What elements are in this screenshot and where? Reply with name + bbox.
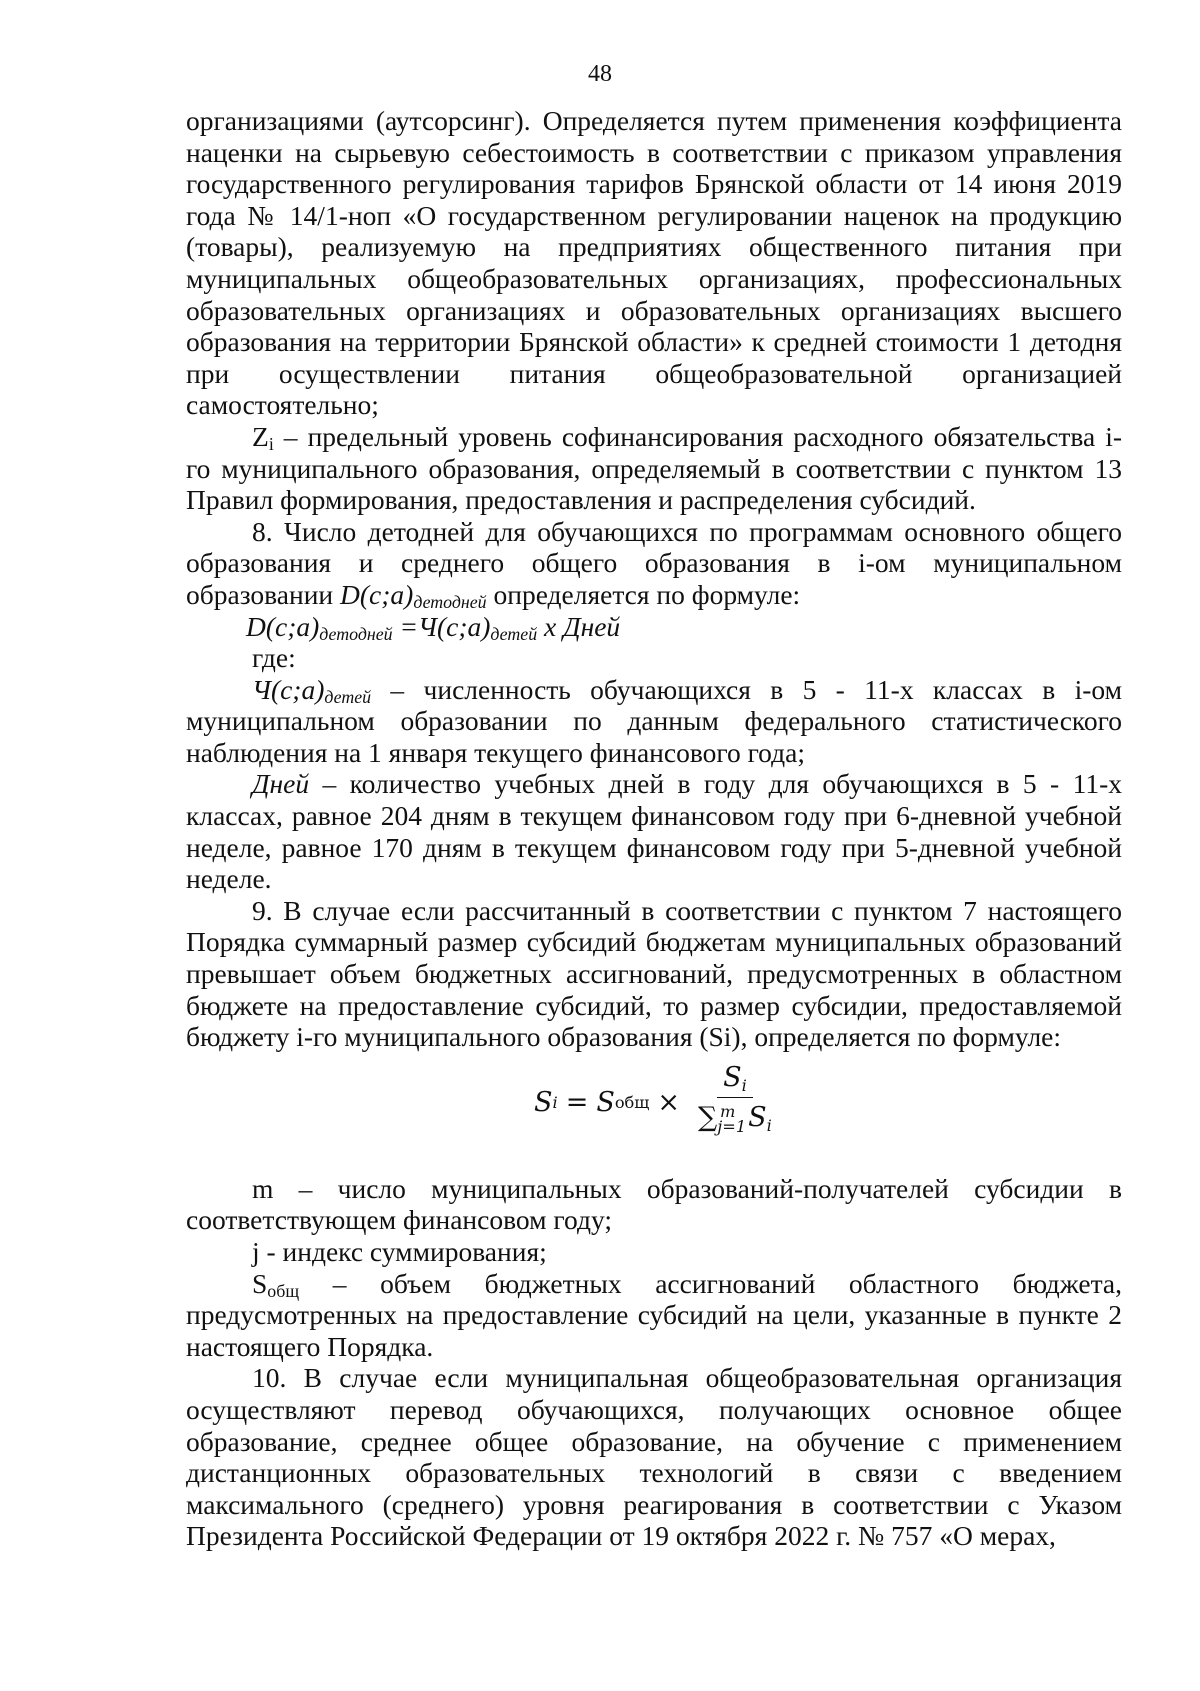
sum-upper-limit: m — [719, 1101, 736, 1121]
sum-symbol: ∑ — [697, 1101, 718, 1133]
s-total-symbol: S — [252, 1267, 268, 1299]
paragraph-10: 10. В случае если муниципальная общеобразовательная организация осуществляют перевод обучающихся, получающих основное общее образование, среднее общее образование, на обучение с применением дистанционных образовательных технологий в связи с введением максимального (среднего) уровня реагирования в соответствии с Указом Президента Российской Федерации от 19 октября 2022 г. № 757 «О мерах, — [186, 1362, 1122, 1552]
formula-1-lhs-subscript: детодней — [319, 623, 393, 644]
page-number: 48 — [588, 61, 612, 87]
s-total-definition-text: – объем бюджетных ассигнований областного бюджета, предусмотренных на предоставление субсидий на цели, указанные в пункте 2 настоящего Порядка. — [186, 1267, 1122, 1362]
paragraph-s-total-definition — [186, 1268, 1122, 1363]
formula-2-times: × — [657, 1087, 680, 1119]
formula-1-equals: = — [392, 610, 419, 642]
formula-2-den-subscript: i — [766, 1115, 772, 1135]
zi-symbol: Z — [252, 420, 269, 452]
formula-subsidy-expression: S i = S общ × Si ∑ m $_{j=1}$Si — [534, 1061, 776, 1145]
formula-1-rhs-days: х Дней — [537, 610, 621, 642]
paragraph-8-tail: определяется по формуле: — [486, 578, 801, 610]
paragraph-m-definition: m – число муниципальных образований-получателей субсидии в соответствующем финансовом году; — [186, 1172, 1122, 1236]
formula-2-den-symbol: S — [748, 1101, 767, 1133]
formula-2-denominator — [694, 1098, 776, 1145]
formula-1-rhs-children: Ч(c;a) — [418, 610, 491, 642]
paragraph-8-text: 8. Число детодней для обучающихся по программам основного общего образования и среднего общего образования в i-ом муниципальном образовании — [186, 515, 1122, 610]
children-symbol: Ч(c;a) — [252, 673, 325, 705]
children-definition-text: – численность обучающихся в 5 - 11-х классах в i-ом муниципальном образовании по данным федерального статистического наблюдения на 1 января текущего финансового года; — [186, 673, 1122, 768]
s-total-subscript: общ — [267, 1280, 300, 1301]
paragraph-days-definition — [186, 768, 1122, 894]
paragraph-9: 9. В случае если рассчитанный в соответствии с пунктом 7 настоящего Порядка суммарный размер субсидий бюджетам муниципальных образований превышает объем бюджетных ассигнований, предусмотренных в областном бюджете на предоставление субсидий, то размер субсидии, предоставляемой бюджету i-го муниципального образования (Si), определяется по формуле: — [186, 894, 1122, 1053]
paragraph-continuation: организациями (аутсорсинг). Определяется путем применения коэффициента наценки на сырьевую себестоимость в соответствии с приказом управления государственного регулирования тарифов Брянской области от 14 июня 2019 года № 14/1-ноп «О государственном регулировании наценок на продукцию (товары), реализуемую на предприятиях общественного питания при муниципальных общеобразовательных организациях, профессиональных образовательных организациях и образовательных организациях высшего образования на территории Брянской области» к средней стоимости 1 детодня при осуществлении питания общеобразовательной организацией самостоятельно; — [186, 105, 1122, 421]
formula-2-num-symbol: S — [723, 1061, 742, 1093]
document-body — [186, 105, 1122, 1552]
children-symbol-subscript: детей — [324, 686, 372, 707]
formula-subsidy — [186, 1057, 1122, 1155]
sum-lower-limit: j=1 — [717, 1116, 747, 1136]
paragraph-j-definition: j - индекс суммирования; — [252, 1236, 547, 1267]
days-symbol: Дней — [252, 768, 310, 800]
formula-2-total: S — [596, 1087, 615, 1119]
zi-subscript: i — [268, 433, 274, 454]
formula-1-lhs: D(c;a) — [246, 610, 320, 642]
paragraph-8-symbol-subscript: детодней — [413, 591, 487, 612]
paragraph-zi-definition — [186, 421, 1122, 516]
paragraph-children-definition — [186, 674, 1122, 769]
formula-1-rhs-children-subscript: детей — [490, 623, 538, 644]
formula-2-equals: = — [565, 1087, 589, 1119]
formula-2-sum — [698, 1100, 746, 1145]
formula-2-fraction — [694, 1061, 776, 1145]
days-definition-text: – количество учебных дней в году для обучающихся в 5 - 11-х классах, равное 204 дням в текущем финансовом году при 6-дневной учебной неделе, равное 170 дням в текущем финансовом году при 5-дневной учебной неделе. — [186, 768, 1122, 895]
paragraph-8 — [186, 516, 1122, 611]
zi-definition-text: – предельный уровень софинансирования расходного обязательства i-го муниципального образования, определяемый в соответствии с пунктом 13 Правил формирования, предоставления и распределения субсидий. — [186, 420, 1122, 516]
where-label: где: — [252, 642, 296, 674]
formula-2-num-subscript: i — [741, 1075, 747, 1095]
paragraph-8-symbol: D(c;a) — [340, 578, 414, 610]
formula-2-lhs: S — [534, 1087, 553, 1119]
formula-child-days — [186, 611, 1122, 643]
formula-2-numerator — [717, 1061, 753, 1098]
